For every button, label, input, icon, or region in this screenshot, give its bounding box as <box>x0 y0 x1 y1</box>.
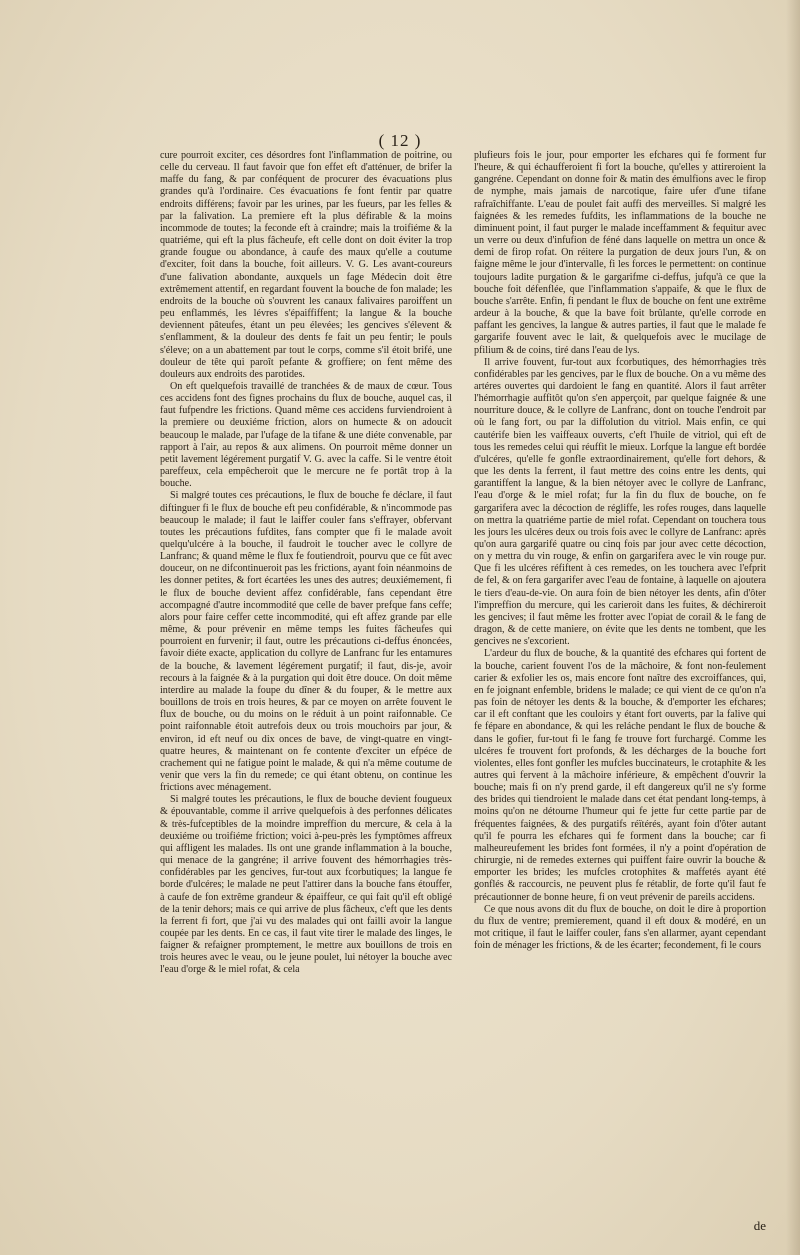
page-edge-shadow <box>786 0 800 1255</box>
paragraph: Ce que nous avons dit du flux de bouche, on doit le dire à proportion du flux de ventre; premierement, quand il eft doux & modéré, en un mot critique, il faut le laiffer couler, fans s'en allarmer, ayant cependant foin de ménager les frictions, & de les écarter; fecondement, fi le cours <box>474 903 766 952</box>
paragraph: cure pourroit exciter, ces désordres font l'inflammation de poitrine, ou celle du cerveau. Il faut favoir que fon effet eft d'atténuer, de brifer la maffe du fang, & par conféquent de procurer des évacuations plus grandes qu'à l'ordinaire. Ces évacuations fe font fentir par quatre endroits différens; favoir par les urines, par les fueurs, par les felles & par la falivation. La premiere eft la plus défirable & la moins incommode de toutes; la feconde eft à craindre; mais la troifiéme & la quatriéme, qui eft la plus fâcheufe, eft celle dont on doit éviter la trop grande fougue ou abondance, à caufe des maux qu'elle a coutume d'exciter, foit dans la bouche, foit ailleurs. V. G. Les avant-coureurs d'une falivation abondante, auxquels un fage Médecin doit être extrêmement attentif, en regardant fouvent la bouche de fon malade; les endroits de la bouche où s'ouvrent les canaux falivaires paroiffent un peu enflammés, les lévres s'épaiffiffent; la langue & la bouche deviennent pâteufes, étant un peu élevées; les gencives s'élevent & s'enflamment, & la douleur des dents fe fait un peu fentir; le pouls s'éleve; on a un abattement par tout le corps, comme s'il étoit brifé, une douleur de tête qui paroît pefante & groffiere; on fent même des douleurs aux endroits des parotides. <box>160 150 452 380</box>
catchword: de <box>753 1218 766 1233</box>
paragraph: Il arrive fouvent, fur-tout aux fcorbutiques, des hémorrhagies très confidérables par les gencives, par le flux de bouche. On a vu même des artéres ouvertes qui dardoient le fang en quantité. Alors il faut arrêter l'hémorrhagie auffitôt qu'on s'en apperçoit, par quelque faignée & une nourriture douce, & le collyre de Lanfranc, dont on touche l'endroit par où le fang fort, ou par la diffolution du vitriol. Mais enfin, ce qui cautérife bien les vaiffeaux ouverts, c'eft l'huile de vitriol, qui eft de tous les remedes celui qui réuffit le mieux. Lorfque la langue eft bordée d'ulcéres, qu'elle fe gonfle extraordinairement, qu'elle fort dehors, & que les dents la ferrent, il faut mettre des coins entre les dents, qui garantiffent la langue, & la bien nétoyer avec le collyre de Lanfranc, l'eau d'orge & le miel rofat; fur la fin du flux de bouche, on fe gargarifera avec la décoction de régliffe, les rofes rouges, dans laquelle on mettra la quatriéme partie de miel rofat. Cependant on touchera tous les jours les ulcéres deux ou trois fois avec le collyre de Lanfranc: après qu'on aura gargarifé quatre ou cinq fois par jour avec cette décoction, on y mettra du vin rouge, & enfin on gargarifera avec le vin rouge pur. Que fi les ulcéres réfiftent à ces remedes, on les touchera avec l'efprit de fel, & on fera gargarifer avec l'eau de fontaine, à laquelle on ajoutera le tiers d'eau-de-vie. On aura foin de bien nétoyer les dents, afin d'ôter l'impreffion du mercure, qui les carieroit dans les fuites, & déchireroit les gencives; il faut même les frotter avec l'opiat de corail & le fang de dragon, & de cette maniere, on évite que les dents ne tombent, que les gencives ne s'excorient. <box>474 356 766 648</box>
paragraph: L'ardeur du flux de bouche, & la quantité des efchares qui fortent de la bouche, carient fouvent l'os de la mâchoire, & font non-feulement carier & exfolier les os, mais encore font naître des excroiffances, qui, en fe joignant enfemble, bridens le malade; ce qui vient de ce qu'on n'a pas foin de nétoyer les dents & la bouche, & d'emporter les efchares; car il eft conftant que les couloirs y étant fort ouverts, par la falive qui fe fépare en abondance, & qui les reláche pendant le flux de bouche & dans le gofier, fur-tout fi le fang fe trouve fort furchargé. Comme les ulcéres fe trouvent fort profonds, & les décharges de la bouche fort violentes, elles font gonfler les mufcles buccinateurs, le crotaphite & les autres qui fervent à la mâchoire inférieure, & empêchent d'ouvrir la bouche; mais fi on n'y prend garde, il eft dangereux qu'il ne s'y forme des brides qui tiendroient le malade dans cet état pendant long-temps, à moins qu'on ne détourne l'humeur qui fe jette fur cette partie par de fréquentes faignées, & des purgatifs réïtérés, ayant foin d'ôter autant qu'il fe pourra les efchares qui fe forment dans la bouche; car fi malheureufement les brides font formées, il n'y a point d'opération de chirurgie, ni de remedes externes qui puiffent faire ouvrir la bouche & emporter les brides; les mufcles crotophites & maffetés ayant été gonflés & raccourcis, ne peuvent plus fe rétablir, de forte qu'il faut fe précautionner de bonne heure, fi on veut prévenir de pareils accidens. <box>474 648 766 903</box>
page-number: ( 12 ) <box>378 131 422 150</box>
right-column <box>474 150 766 1220</box>
paragraph: On eft quelquefois travaillé de tranchées & de maux de cœur. Tous ces accidens font des fignes prochains du flux de bouche, auquel cas, il faut fufpendre les frictions. Quand même ces accidens furviendroient à la premiere ou deuxiéme friction, alors on humecte & on adoucit beaucoup le malade, par l'ufage de la tifane & une diéte convenable, par rapport à l'air, au repos & aux alimens. On pourroit même donner un petit lavement légérement purgatif V. G. avec la caffe. Si le ventre étoit pareffeux, cela empêcheroit que le mercure ne fe portât trop à la bouche. <box>160 380 452 490</box>
text-columns <box>160 150 766 1225</box>
paragraph: Si malgré toutes ces précautions, le flux de bouche fe déclare, il faut diftinguer fi le flux de bouche eft peu confidérable, & n'incommode pas beaucoup le malade; il faut le laiffer couler fans s'effrayer, obfervant toutes les précautions fufdites, fans compter que fi le malade avoit quelqu'ulcére à la bouche, il faudroit le toucher avec le collyre de Lanfranc; & quand même le flux fe foutiendroit, pourvu que ce fût avec douceur, on ne difcontinueroit pas les frictions, ayant foin néanmoins de les donner petites, & fort écartées les unes des autres; deuxiémement, fi le flux de bouche devient affez confidérable, fans cependant être accompagné d'autre incommodité que celle de baver prefque fans ceffe; alors pour faire ceffer cette incommodité, qui eft affez grande par elle même, & pour prévenir en même temps les fuites fâcheufes qui pourroient en furvenir; il faut, outre les précautions ci-deffus énoncées, favoir diéte exacte, application du collyre de Lanfranc fur les entamures de la bouche, & lavement légérement purgatif; il faut, dis-je, avoir recours à la faignée & à la purgation qui doit être douce. On doit même interdire au malade la foupe du dîner & du fouper, & le mettre aux bouillons de trois en trois heures, & par ce moyen on arrête fouvent le flux de bouche, ou du moins on le réduit à un point raifonnable. Ce point raifonnable étoit autrefois deux ou trois mouchoirs par jour, & environ, id eft neuf ou dix onces de bave, de vingt-quatre en vingt-quatre heures, & maintenant on fe contente d'exciter un efpéce de crachement qui ne fatigue point le malade, & qui n'a même coutume de venir que vers la fin du remede; ce qui étant obtenu, on continue les frictions avec ménagement. <box>160 490 452 794</box>
paragraph: plufieurs fois le jour, pour emporter les efchares qui fe forment fur l'heure, & qui échaufferoient fi fort la bouche, qu'elles y attireroient la gangréne. Cependant on donne foir & matin des émulfions avec le firop de nymphe, mais jamais de narcotique, faire ufer d'une tifane rafraîchiffante. L'eau de poulet fait auffi des merveilles. Si malgré les faignées & les remedes fufdits, les inflammations de la bouche ne diminuent point, il faut purger le malade inceffamment & fequitur avec un verre ou deux d'infufion de féné dans laquelle on mettra un once & demi de firop rofat. On réitere la purgation de deux jours l'un, & on faigne même le jour d'intervalle, fi les forces le permettent: on continue toujours ladite purgation & le gargarifme ci-deffus, jufqu'à ce que la bouche foit défenflée, que l'inflammation s'appaife, & que le flux de bouche s'arrête. Enfin, fi pendant le flux de bouche on fent une extrême ardeur à la bouche, & que la bave foit brûlante, qu'elle corrode en paffant les gencives, la langue & autres parties, il faut que le malade fe gargarife fouvent avec le lait, & quelquefois avec le mucilage de pfilium & de coins, tiré dans l'eau de lys. <box>474 150 766 356</box>
paragraph: Si malgré toutes les précautions, le flux de bouche devient fougueux & épouvantable, comme il arrive quelquefois à des perfonnes délicates & très-fufceptibles de la moindre impreffion du mercure, & cela à la deuxiéme ou troifiéme friction; voici à-peu-près les fymptômes affreux qui affligent les malades. Ils ont une grande inflammation à la bouche, qui menace de la gangréne; il arrive fouvent des hémorrhagies très-confidérables par les gencives, fur-tout aux fcorbutiques; la langue fe borde d'ulcéres; le malade ne peut l'attirer dans la bouche fans étouffer, à caufe de fon extrême grandeur & épaiffeur, ce qui fait qu'il eft obligé de la tenir dehors; mais ce qui arrive de plus fâcheux, c'eft que les dents la ferrent fi fort, que j'ai vu des malades qui ont failli avoir la langue coupée par les dents. En ce cas, il faut vite tirer le malade des linges, le faigner & refaigner promptement, le mettre aux bouillons de trois en trois heures avec le veau, ou le jeune poulet, lui nétoyer la bouche avec l'eau d'orge & le miel rofat, & cela <box>160 794 452 976</box>
left-column <box>160 150 452 1220</box>
